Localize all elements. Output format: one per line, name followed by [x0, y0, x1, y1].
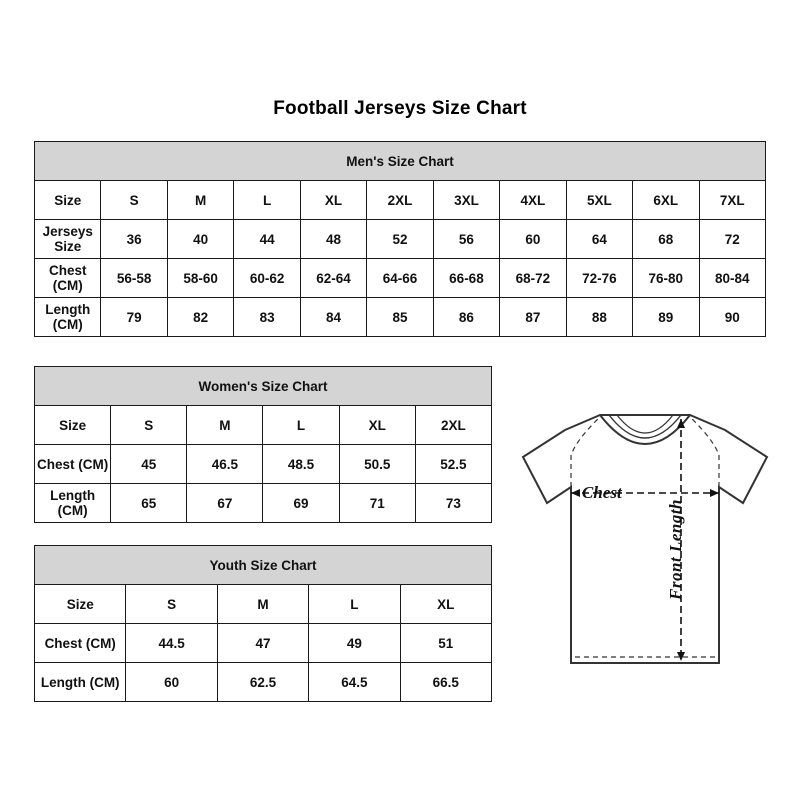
- row-label: Chest (CM): [35, 624, 126, 663]
- cell: 79: [101, 298, 167, 337]
- cell: 58-60: [167, 259, 233, 298]
- cell: M: [217, 585, 308, 624]
- cell: L: [263, 406, 339, 445]
- cell: 60: [126, 663, 217, 702]
- page-title: Football Jerseys Size Chart: [273, 98, 527, 119]
- chest-measure-label: Chest: [582, 483, 622, 502]
- cell: XL: [339, 406, 415, 445]
- cell: 4XL: [500, 181, 566, 220]
- womens-size-table: [34, 366, 492, 523]
- table-row: [35, 298, 766, 337]
- table-header-row: [35, 546, 492, 585]
- cell: 5XL: [566, 181, 632, 220]
- cell: 65: [111, 484, 187, 523]
- cell: 51: [400, 624, 491, 663]
- row-label: Chest (CM): [35, 259, 101, 298]
- cell: 84: [300, 298, 366, 337]
- cell: 89: [633, 298, 699, 337]
- cell: 88: [566, 298, 632, 337]
- cell: 48: [300, 220, 366, 259]
- cell: 72: [699, 220, 765, 259]
- cell: 83: [234, 298, 300, 337]
- cell: M: [167, 181, 233, 220]
- cell: 56-58: [101, 259, 167, 298]
- table-header-row: [35, 142, 766, 181]
- cell: 72-76: [566, 259, 632, 298]
- table-header-row: [35, 367, 492, 406]
- cell: 90: [699, 298, 765, 337]
- cell: 44: [234, 220, 300, 259]
- table-row: [35, 406, 492, 445]
- cell: 62-64: [300, 259, 366, 298]
- cell: 66-68: [433, 259, 499, 298]
- cell: 87: [500, 298, 566, 337]
- cell: 76-80: [633, 259, 699, 298]
- cell: 73: [415, 484, 491, 523]
- cell: 36: [101, 220, 167, 259]
- cell: 48.5: [263, 445, 339, 484]
- youth-size-table: [34, 545, 492, 702]
- cell: 86: [433, 298, 499, 337]
- cell: XL: [300, 181, 366, 220]
- table-row: [35, 259, 766, 298]
- cell: XL: [400, 585, 491, 624]
- row-label: Length (CM): [35, 484, 111, 523]
- front-length-measure-label: Front Length: [666, 499, 685, 600]
- cell: 52.5: [415, 445, 491, 484]
- mens-table-header: Men's Size Chart: [35, 142, 766, 181]
- cell: 82: [167, 298, 233, 337]
- cell: 85: [367, 298, 433, 337]
- row-label: Size: [35, 406, 111, 445]
- cell: S: [126, 585, 217, 624]
- table-row: [35, 484, 492, 523]
- cell: 49: [309, 624, 400, 663]
- youth-table-header: Youth Size Chart: [35, 546, 492, 585]
- womens-table-header: Women's Size Chart: [35, 367, 492, 406]
- jersey-measurement-diagram: [505, 395, 785, 695]
- table-row: [35, 624, 492, 663]
- cell: 64-66: [367, 259, 433, 298]
- cell: 6XL: [633, 181, 699, 220]
- cell: 69: [263, 484, 339, 523]
- cell: 80-84: [699, 259, 765, 298]
- table-row: [35, 585, 492, 624]
- cell: 64.5: [309, 663, 400, 702]
- cell: S: [101, 181, 167, 220]
- cell: 2XL: [367, 181, 433, 220]
- cell: 2XL: [415, 406, 491, 445]
- cell: 60-62: [234, 259, 300, 298]
- cell: 46.5: [187, 445, 263, 484]
- cell: 67: [187, 484, 263, 523]
- row-label: Jerseys Size: [35, 220, 101, 259]
- table-row: [35, 663, 492, 702]
- tshirt-icon: [505, 395, 785, 695]
- cell: 56: [433, 220, 499, 259]
- cell: 66.5: [400, 663, 491, 702]
- table-row: [35, 445, 492, 484]
- cell: 71: [339, 484, 415, 523]
- cell: 64: [566, 220, 632, 259]
- cell: 50.5: [339, 445, 415, 484]
- cell: L: [309, 585, 400, 624]
- cell: S: [111, 406, 187, 445]
- table-row: [35, 181, 766, 220]
- table-row: [35, 220, 766, 259]
- cell: 7XL: [699, 181, 765, 220]
- cell: L: [234, 181, 300, 220]
- cell: 3XL: [433, 181, 499, 220]
- cell: 47: [217, 624, 308, 663]
- cell: 52: [367, 220, 433, 259]
- row-label: Length (CM): [35, 663, 126, 702]
- row-label: Length (CM): [35, 298, 101, 337]
- row-label: Size: [35, 181, 101, 220]
- cell: 68-72: [500, 259, 566, 298]
- cell: 68: [633, 220, 699, 259]
- mens-size-table: [34, 141, 766, 337]
- row-label: Size: [35, 585, 126, 624]
- cell: 62.5: [217, 663, 308, 702]
- cell: 40: [167, 220, 233, 259]
- row-label: Chest (CM): [35, 445, 111, 484]
- cell: 45: [111, 445, 187, 484]
- cell: 60: [500, 220, 566, 259]
- cell: M: [187, 406, 263, 445]
- cell: 44.5: [126, 624, 217, 663]
